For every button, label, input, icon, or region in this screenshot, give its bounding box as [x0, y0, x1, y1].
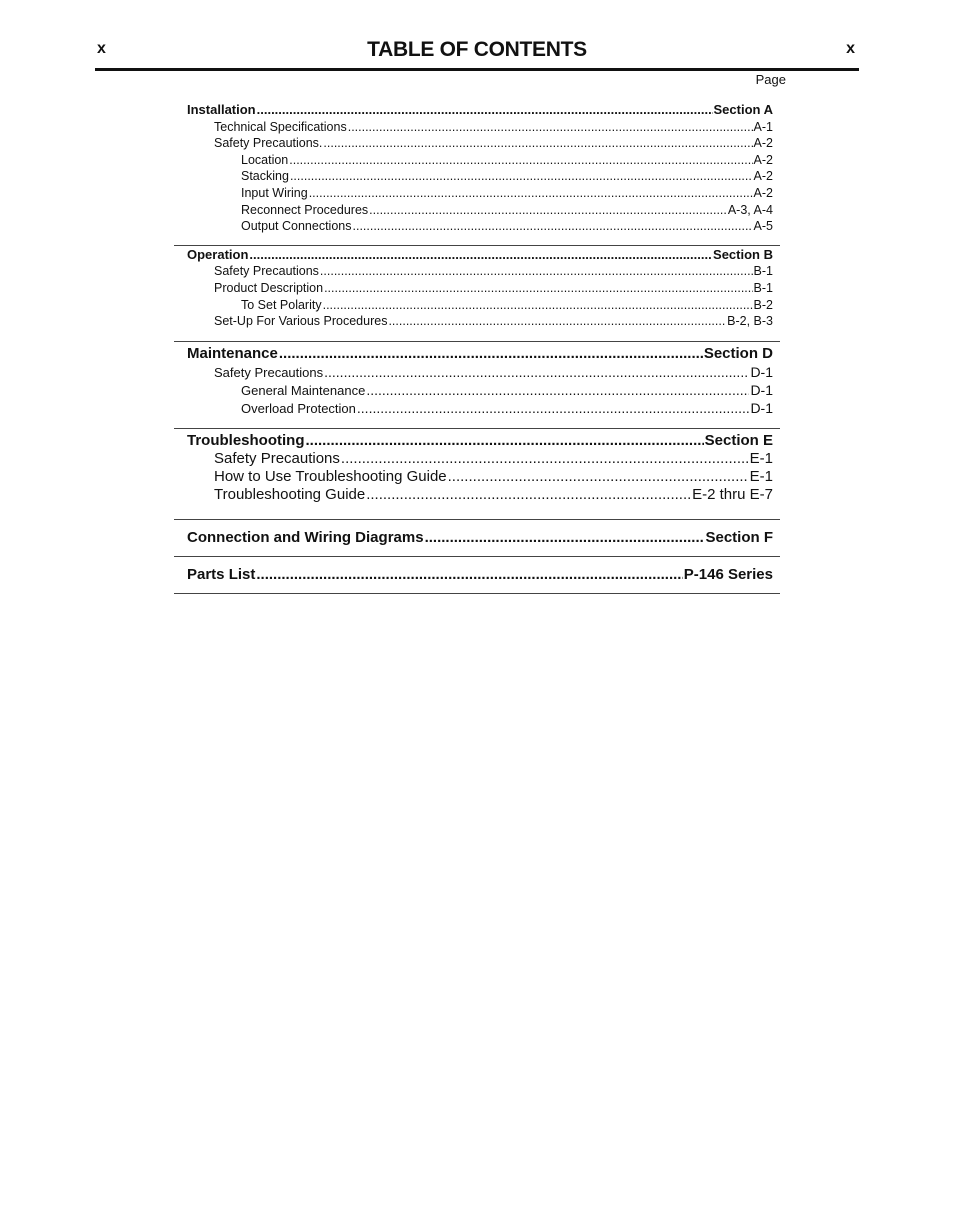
toc-entry[interactable] — [174, 135, 780, 152]
dot-leader — [279, 345, 703, 363]
toc-entry[interactable] — [174, 263, 780, 280]
table-of-contents — [174, 102, 780, 594]
toc-entry-label: Product Description — [214, 280, 324, 295]
toc-entry[interactable] — [174, 468, 780, 486]
toc-entry-page: B-1 — [753, 264, 773, 279]
toc-entry-page: A-2 — [753, 152, 773, 167]
toc-entry-label: Technical Specifications — [214, 119, 347, 134]
toc-section-page: Section D — [703, 344, 773, 362]
toc-entry[interactable] — [174, 218, 780, 235]
dot-leader — [249, 247, 712, 264]
toc-section-title: Operation — [187, 246, 249, 262]
toc-section-connection-wiring — [174, 520, 780, 557]
dot-leader — [323, 297, 753, 314]
toc-entry-label: Output Connections — [241, 219, 352, 234]
toc-entry-label: Safety Precautions — [214, 449, 340, 467]
toc-entry-label: Overload Protection — [241, 400, 356, 416]
toc-entry-label: General Maintenance — [241, 382, 366, 398]
toc-entry[interactable] — [174, 152, 780, 169]
dot-leader — [369, 202, 727, 219]
toc-section-title: Maintenance — [187, 344, 278, 362]
dot-leader — [320, 263, 753, 280]
dot-leader — [341, 450, 749, 468]
toc-section-maintenance — [174, 342, 780, 429]
toc-section-heading[interactable] — [174, 345, 780, 363]
toc-entry-page: A-2 — [753, 136, 773, 151]
toc-entry[interactable] — [174, 399, 780, 417]
toc-entry[interactable] — [174, 168, 780, 185]
toc-entry-label: Troubleshooting Guide — [214, 485, 366, 503]
toc-entry[interactable] — [174, 119, 780, 136]
toc-entry-label: Safety Precautions — [214, 264, 319, 279]
toc-entry-page: E-1 — [749, 449, 773, 467]
toc-entry-label: Reconnect Procedures — [241, 202, 369, 217]
toc-entry-page: A-2 — [753, 169, 773, 184]
toc-entry-page: A-3, A-4 — [727, 202, 773, 217]
toc-entry[interactable] — [174, 202, 780, 219]
toc-entry-page: D-1 — [750, 381, 773, 398]
toc-section-parts-list — [174, 557, 780, 594]
toc-entry[interactable] — [174, 185, 780, 202]
toc-section-heading[interactable] — [174, 566, 780, 584]
toc-entry[interactable] — [174, 280, 780, 297]
toc-section-heading[interactable] — [174, 247, 780, 264]
dot-leader — [357, 399, 750, 417]
toc-section-title: Troubleshooting — [187, 431, 305, 449]
toc-entry[interactable] — [174, 450, 780, 468]
dot-leader — [353, 218, 753, 235]
toc-section-page: Section B — [713, 246, 773, 262]
toc-entry-page: A-5 — [753, 219, 773, 234]
toc-entry-label: To Set Polarity — [241, 297, 322, 312]
toc-entry-label: Location — [241, 152, 289, 167]
toc-entry[interactable] — [174, 313, 780, 330]
toc-section-title: Installation — [187, 102, 256, 117]
toc-entry-label: Input Wiring — [241, 185, 308, 200]
dot-leader — [257, 102, 713, 119]
toc-entry-page: E-1 — [749, 467, 773, 485]
toc-entry[interactable] — [174, 486, 780, 504]
toc-section-heading[interactable] — [174, 432, 780, 450]
toc-entry-page: B-2, B-3 — [727, 314, 773, 329]
toc-section-heading[interactable] — [174, 529, 780, 547]
dot-leader — [324, 280, 752, 297]
corner-mark-left: x — [97, 40, 106, 57]
toc-entry[interactable] — [174, 381, 780, 399]
page-header — [95, 36, 859, 71]
dot-leader — [256, 566, 682, 584]
dot-leader — [324, 363, 749, 381]
toc-section-troubleshooting — [174, 429, 780, 520]
corner-mark-right: x — [846, 40, 855, 57]
page-title: TABLE OF CONTENTS — [367, 38, 587, 61]
toc-entry[interactable] — [174, 363, 780, 381]
toc-entry-page: E-2 thru E-7 — [692, 485, 773, 503]
toc-entry-page: B-1 — [753, 280, 773, 295]
toc-section-heading[interactable] — [174, 102, 780, 119]
toc-entry-page: B-2 — [753, 297, 773, 312]
dot-leader — [289, 152, 752, 169]
toc-entry-label: Safety Precautions. — [214, 136, 323, 151]
toc-entry[interactable] — [174, 297, 780, 314]
dot-leader — [366, 381, 749, 399]
toc-entry-page: A-2 — [753, 185, 773, 200]
dot-leader — [348, 119, 753, 136]
toc-entry-page: A-1 — [753, 119, 773, 134]
toc-section-page: Section A — [713, 102, 773, 117]
toc-entry-label: Set-Up For Various Procedures — [214, 314, 388, 329]
dot-leader — [290, 168, 753, 185]
toc-entry-page: D-1 — [750, 399, 773, 416]
dot-leader — [323, 135, 752, 152]
toc-entry-label: How to Use Troubleshooting Guide — [214, 467, 447, 485]
toc-section-title: Parts List — [187, 565, 256, 583]
dot-leader — [306, 432, 704, 450]
toc-section-page: Section E — [704, 431, 773, 449]
toc-section-installation — [174, 102, 780, 246]
dot-leader — [388, 313, 726, 330]
dot-leader — [448, 468, 749, 486]
toc-section-page: P-146 Series — [683, 565, 773, 583]
toc-entry-label: Safety Precautions — [214, 364, 324, 380]
dot-leader — [309, 185, 753, 202]
toc-section-title: Connection and Wiring Diagrams — [187, 528, 424, 546]
dot-leader — [366, 486, 691, 504]
page-column-label: Page — [755, 72, 786, 87]
dot-leader — [425, 529, 705, 547]
toc-entry-label: Stacking — [241, 169, 289, 184]
toc-entry-page: D-1 — [750, 363, 773, 380]
toc-section-page: Section F — [705, 528, 773, 546]
toc-section-operation — [174, 246, 780, 342]
